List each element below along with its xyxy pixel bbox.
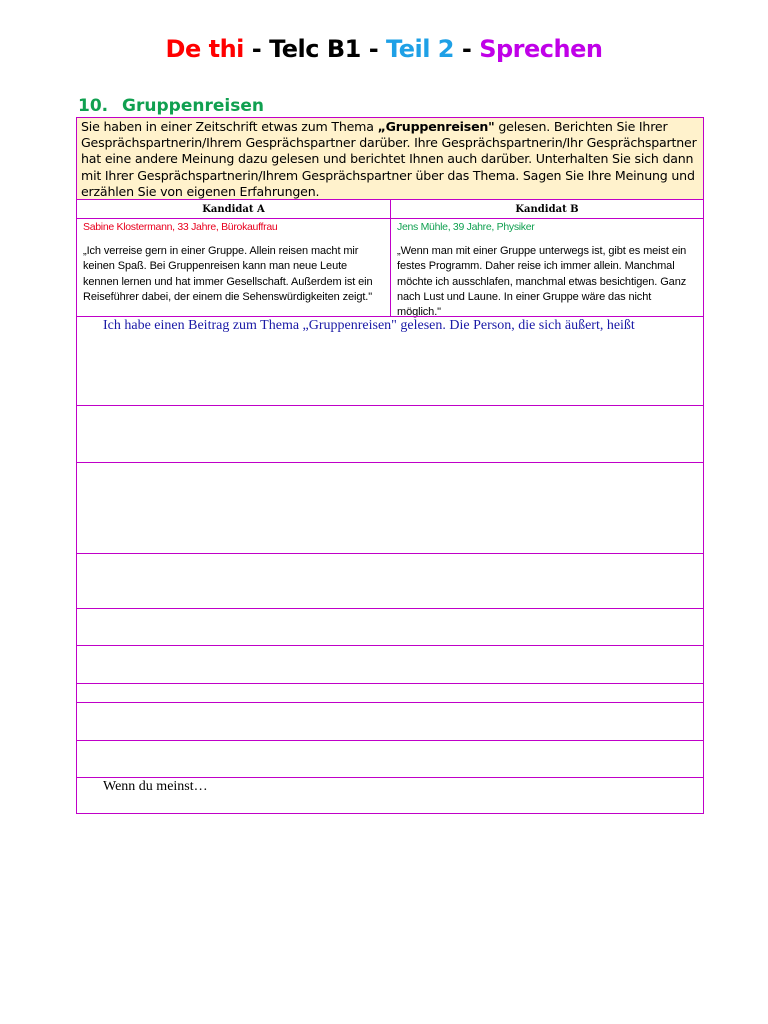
task-text-after: gelesen. Berichten Sie Ihrer Gesprächspartnerin/Ihrem Gesprächspartner darüber. Ihre Gesprächspartnerin/Ihr Gesprächspartner hat eine andere Meinung dazu gelesen und berichtet Ihnen auch darüber. Unterhalten Sie sich dann mit Ihrer Gesprächspartnerin/Ihrem Gesprächspartner über das Thema. Sagen Sie Ihre Meinung und erzählen Sie von eigenen Erfahrungen. xyxy=(81,119,697,199)
note-box[interactable] xyxy=(76,683,704,703)
title-separator: - xyxy=(461,35,472,63)
section-title: Gruppenreisen xyxy=(122,96,264,116)
note-box[interactable] xyxy=(76,740,704,778)
note-box[interactable] xyxy=(76,645,704,684)
note-outro-text: Wenn du meinst… xyxy=(103,779,208,794)
page-title xyxy=(0,32,768,66)
candidate-header-row xyxy=(76,199,704,219)
note-box[interactable] xyxy=(76,702,704,741)
title-separator: - xyxy=(251,35,262,63)
note-box[interactable] xyxy=(76,608,704,646)
task-text-before: Sie haben in einer Zeitschrift etwas zum Thema xyxy=(81,119,378,134)
title-separator: - xyxy=(368,35,379,63)
title-part-telc-b1: Telc B1 xyxy=(269,35,361,63)
title-part-sprechen: Sprechen xyxy=(479,35,603,63)
section-heading xyxy=(78,95,264,117)
task-instructions xyxy=(76,117,704,200)
note-box[interactable] xyxy=(76,462,704,554)
candidate-b-cell xyxy=(391,219,703,319)
task-topic: „Gruppenreisen" xyxy=(377,119,495,134)
candidate-a-header: Kandidat A xyxy=(77,200,391,218)
candidate-statements-row xyxy=(76,218,704,317)
candidate-a-cell xyxy=(77,219,391,316)
note-intro-text: Ich habe einen Beitrag zum Thema „Gruppenreisen" gelesen. Die Person, die sich äußert, heißt xyxy=(103,318,635,333)
note-box-outro[interactable] xyxy=(76,777,704,814)
candidate-b-quote: „Wenn man mit einer Gruppe unterwegs ist, gibt es meist ein festes Programm. Daher reise ich immer allein. Manchmal möchte ich ausschlafen, manchmal etwas besichtigen. Ganz nach Lust und Laune. In einer Gruppe wäre das nicht möglich." xyxy=(397,245,687,319)
title-part-de-thi: De thi xyxy=(165,35,244,63)
note-box[interactable] xyxy=(76,405,704,463)
note-box-intro[interactable] xyxy=(76,316,704,406)
candidate-b-header: Kandidat B xyxy=(515,204,579,215)
candidate-a-name: Sabine Klostermann, 33 Jahre, Bürokauffrau xyxy=(83,221,278,233)
title-part-teil-2: Teil 2 xyxy=(386,35,454,63)
candidate-b-name: Jens Mühle, 39 Jahre, Physiker xyxy=(397,221,535,233)
candidate-a-quote: „Ich verreise gern in einer Gruppe. Allein reisen macht mir keinen Spaß. Bei Gruppenreisen kann man neue Leute kennen lernen und hat immer Gesellschaft. Außerdem ist ein Reiseführer dabei, der einem die Sehenswürdigkeiten zeigt." xyxy=(83,245,373,303)
section-number: 10. xyxy=(78,96,109,116)
note-box[interactable] xyxy=(76,553,704,609)
